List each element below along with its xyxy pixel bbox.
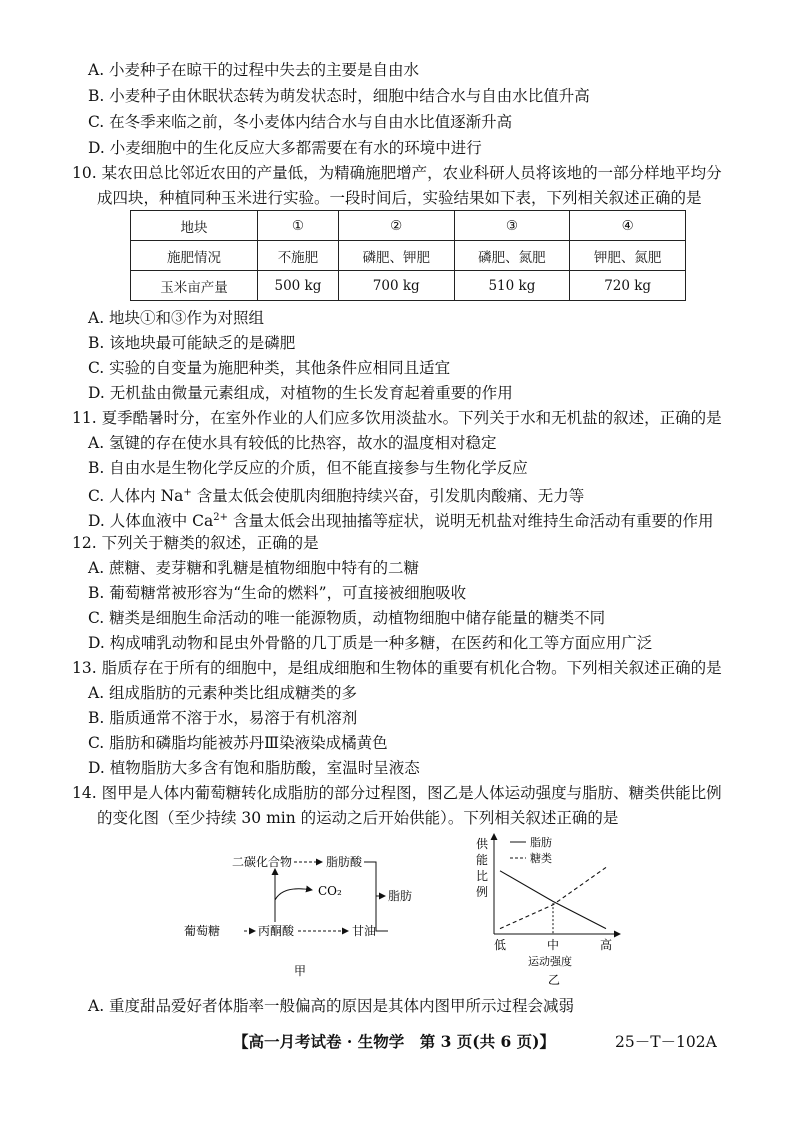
series-layer — [500, 867, 606, 934]
label-co2: CO₂ — [318, 884, 342, 898]
footer-code: 25－T－102A — [615, 1033, 717, 1051]
q13-option-d: D. 植物脂肪大多含有饱和脂肪酸，室温时呈液态 — [88, 759, 420, 777]
table-row — [131, 241, 686, 271]
q13-stem: 13. 脂质存在于所有的细胞中，是组成细胞和生物体的重要有机化合物。下列相关叙述正确的是 — [72, 659, 722, 677]
q14-stem-line2: 的变化图（至少持续 30 min 的运动之后开始供能）。下列相关叙述正确的是 — [97, 809, 619, 827]
y-axis-label-2: 能 — [476, 853, 489, 867]
table-row — [131, 271, 686, 301]
q11-option-d — [88, 508, 713, 531]
y-axis-label-3: 比 — [476, 869, 489, 883]
q14-stem-line1: 14. 图甲是人体内葡萄糖转化成脂肪的部分过程图，图乙是人体运动强度与脂肪、糖类供能比例 — [72, 784, 722, 802]
q11c-text-pre: C. 人体内 Na — [88, 487, 184, 506]
q10-stem-line1: 10. 某农田总比邻近农田的产量低，为精确施肥增产，农业科研人员将该地的一部分样地平均分 — [72, 164, 722, 182]
y-axis-label-4: 例 — [476, 885, 489, 899]
table-row — [131, 211, 686, 241]
q9-option-b: B. 小麦种子由休眠状态转为萌发状态时，细胞中结合水与自由水比值升高 — [88, 87, 590, 105]
legend-label-fat: 脂肪 — [530, 836, 552, 849]
q13-option-b: B. 脂质通常不溶于水，易溶于有机溶剂 — [88, 709, 358, 727]
x-axis-label: 运动强度 — [528, 955, 572, 968]
table-cell: ① — [258, 211, 339, 241]
q10-option-b: B. 该地块最可能缺乏的是磷肥 — [88, 334, 296, 352]
table-cell: ③ — [454, 211, 570, 241]
figure-jia-pathway — [180, 842, 450, 982]
label-glycerol: 甘油 — [352, 924, 377, 938]
q12-option-b: B. 葡萄糖常被形容为“生命的燃料”，可直接被细胞吸收 — [88, 584, 467, 602]
label-glucose: 葡萄糖 — [184, 924, 221, 938]
q11-option-c — [88, 483, 584, 506]
label-fat: 脂肪 — [388, 889, 413, 903]
arrow-co2-release — [275, 889, 312, 900]
q11d-superscript: 2+ — [213, 512, 229, 523]
label-pyruvate: 丙酮酸 — [258, 924, 295, 938]
q9-option-d: D. 小麦细胞中的生化反应大多都需要在有水的环境中进行 — [88, 139, 482, 157]
label-c2-compound: 二碳化合物 — [232, 855, 293, 869]
q11d-text-pre: D. 人体血液中 Ca — [88, 512, 214, 531]
table-cell: 不施肥 — [258, 241, 339, 271]
q13-option-c: C. 脂肪和磷脂均能被苏丹Ⅲ染液染成橘黄色 — [88, 734, 388, 752]
q11c-superscript: + — [183, 487, 192, 498]
q9-option-c: C. 在冬季来临之前，冬小麦体内结合水与自由水比值逐渐升高 — [88, 113, 513, 131]
q10-option-d: D. 无机盐由微量元素组成，对植物的生长发育起着重要的作用 — [88, 384, 513, 402]
table-cell: 500 kg — [258, 271, 339, 301]
table-cell: 700 kg — [338, 271, 454, 301]
q12-stem: 12. 下列关于糖类的叙述，正确的是 — [72, 534, 319, 552]
legend-label-sugar: 糖类 — [530, 852, 552, 865]
footer-title: 【高一月考试卷 · 生物学 第 3 页(共 6 页)】 — [233, 1032, 556, 1051]
caption-jia: 甲 — [294, 964, 307, 978]
table-cell: 玉米亩产量 — [131, 271, 258, 301]
q10-stem-line2: 成四块，种植同种玉米进行实验。一段时间后，实验结果如下表，下列相关叙述正确的是 — [97, 189, 702, 207]
table-cell: ② — [338, 211, 454, 241]
table-cell: 钾肥、氮肥 — [570, 241, 686, 271]
fertilizer-table — [130, 210, 686, 301]
q11c-text-post: 含量太低会使肌肉细胞持续兴奋，引发肌肉酸痛、无力等 — [191, 487, 585, 506]
q12-option-d: D. 构成哺乳动物和昆虫外骨骼的几丁质是一种多糖，在医药和化工等方面应用广泛 — [88, 634, 653, 652]
table-cell: 510 kg — [454, 271, 570, 301]
table-cell: 磷肥、氮肥 — [454, 241, 570, 271]
table-cell: 720 kg — [570, 271, 686, 301]
q12-option-c: C. 糖类是细胞生命活动的唯一能源物质，动植物细胞中储存能量的糖类不同 — [88, 609, 606, 627]
table-cell: ④ — [570, 211, 686, 241]
q13-option-a: A. 组成脂肪的元素种类比组成糖类的多 — [88, 684, 358, 702]
q11d-text-post: 含量太低会出现抽搐等症状，说明无机盐对维持生命活动有重要的作用 — [228, 512, 714, 531]
figure-yi-chart — [470, 828, 640, 988]
q11-stem: 11. 夏季酷暑时分，在室外作业的人们应多饮用淡盐水。下列关于水和无机盐的叙述，正确的是 — [72, 409, 722, 427]
q14-option-a: A. 重度甜品爱好者体脂率一般偏高的原因是其体内图甲所示过程会减弱 — [88, 997, 575, 1015]
table-cell: 磷肥、钾肥 — [338, 241, 454, 271]
label-fatty-acid: 脂肪酸 — [326, 855, 363, 869]
x-tick-label-high: 高 — [600, 938, 613, 952]
q11-option-b: B. 自由水是生物化学反应的介质，但不能直接参与生物化学反应 — [88, 459, 528, 477]
q11-option-a: A. 氢键的存在使水具有较低的比热容，故水的温度相对稳定 — [88, 434, 497, 452]
table-cell: 施肥情况 — [131, 241, 258, 271]
q10-option-a: A. 地块①和③作为对照组 — [88, 309, 265, 327]
y-axis-label-1: 供 — [476, 837, 489, 851]
x-tick-label-mid: 中 — [547, 938, 560, 952]
caption-yi: 乙 — [548, 973, 561, 987]
q9-option-a: A. 小麦种子在晾干的过程中失去的主要是自由水 — [88, 61, 420, 79]
q12-option-a: A. 蔗糖、麦芽糖和乳糖是植物细胞中特有的二糖 — [88, 559, 420, 577]
x-tick-label-low: 低 — [494, 938, 507, 952]
table-cell: 地块 — [131, 211, 258, 241]
q10-option-c: C. 实验的自变量为施肥种类，其他条件应相同且适宜 — [88, 359, 451, 377]
